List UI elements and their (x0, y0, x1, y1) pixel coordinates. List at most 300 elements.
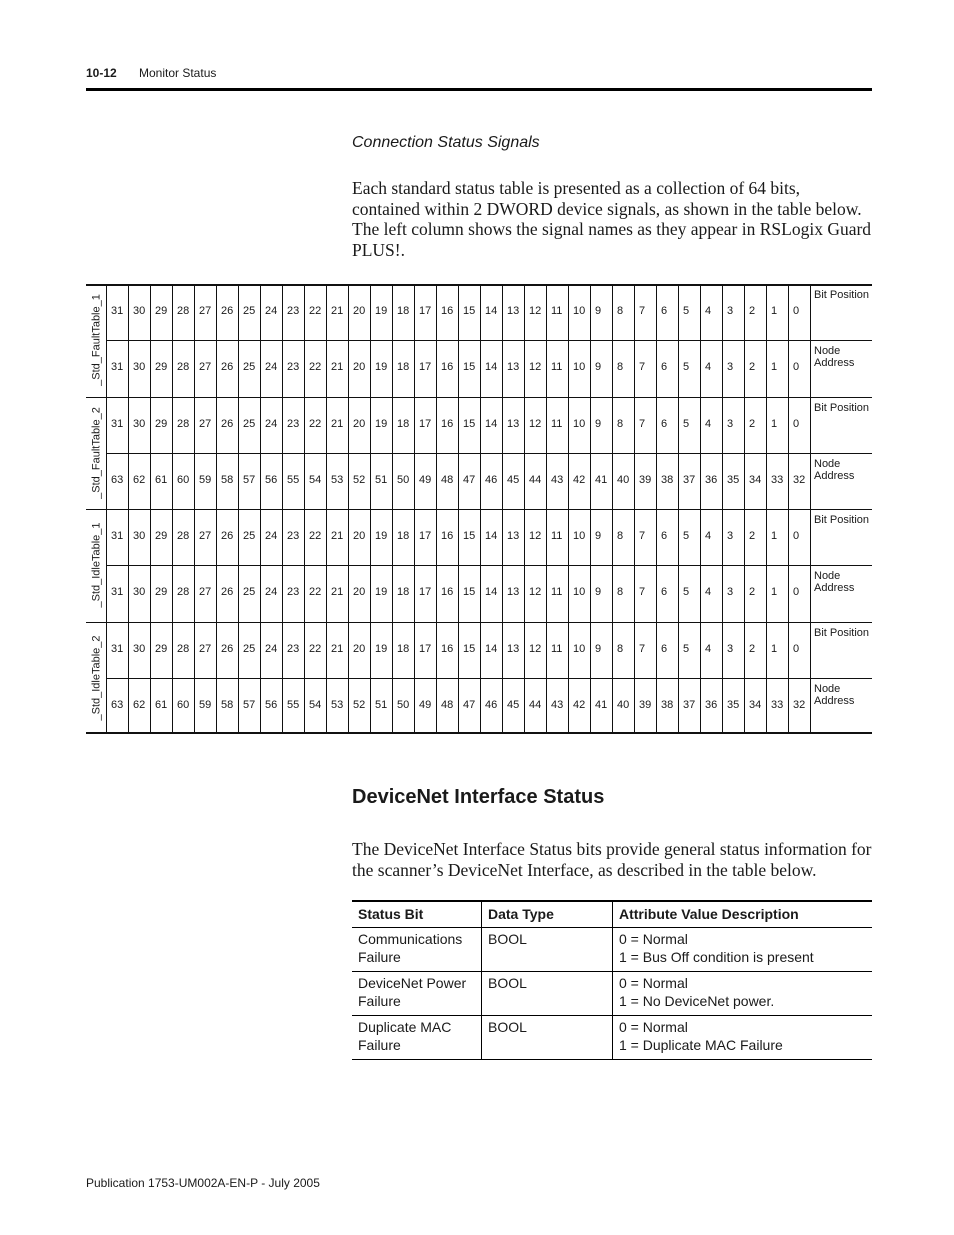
description-cell (613, 928, 873, 972)
bit-cell: 57 (243, 698, 256, 711)
bit-cell: 29 (155, 530, 168, 542)
bit-cell: 14 (485, 417, 498, 430)
status-bit-line: Failure (358, 992, 401, 1009)
devicenet-status-table (352, 900, 872, 1060)
bit-cell: 14 (485, 305, 498, 317)
bit-cell: 19 (375, 305, 388, 317)
row-description-label: Node Address (814, 457, 855, 482)
bit-cell: 7 (639, 305, 646, 317)
bit-cell: 22 (309, 586, 322, 599)
bit-cell: 34 (749, 698, 762, 711)
table-rule (238, 284, 239, 734)
table-rule (810, 284, 811, 734)
table-rule (656, 284, 657, 734)
bit-cell: 58 (221, 698, 234, 711)
bit-cell: 51 (375, 473, 388, 486)
description-line: 1 = No DeviceNet power. (619, 992, 775, 1009)
column-header: Data Type (482, 901, 613, 928)
description-cell (613, 1016, 873, 1060)
status-bit-line: Failure (358, 1036, 401, 1053)
bit-cell: 19 (375, 361, 388, 374)
status-bit-line: Duplicate MAC (358, 1019, 452, 1035)
bit-cell: 29 (155, 361, 168, 374)
signal-name-label: _Std_IdleTable_2 (90, 635, 102, 721)
description-line: 0 = Normal (619, 1019, 688, 1035)
bit-cell: 31 (111, 530, 124, 542)
bit-cell: 34 (749, 473, 762, 486)
bit-cell: 10 (573, 586, 586, 599)
bit-cell: 5 (683, 361, 690, 374)
table-rule (480, 284, 481, 734)
status-bit-cell (352, 928, 482, 972)
bit-cell: 13 (507, 417, 520, 430)
bit-cell: 9 (595, 305, 602, 317)
page-number: 10-12 (86, 66, 117, 80)
bit-cell: 0 (793, 586, 800, 599)
bit-cell: 9 (595, 530, 602, 542)
bit-cell: 21 (331, 642, 344, 655)
bit-cell: 42 (573, 698, 586, 711)
table-rule (304, 284, 305, 734)
data-type-cell: BOOL (482, 972, 613, 1016)
bit-cell: 55 (287, 473, 300, 486)
table-rule (568, 284, 569, 734)
column-header: Status Bit (352, 901, 482, 928)
bit-cell: 10 (573, 417, 586, 430)
bit-cell: 17 (419, 586, 432, 599)
bit-cell: 33 (771, 473, 784, 486)
bit-cell: 3 (727, 417, 734, 430)
table-rule (590, 284, 591, 734)
bit-cell: 8 (617, 586, 624, 599)
bit-cell: 0 (793, 530, 800, 542)
bit-cell: 36 (705, 698, 718, 711)
table-rule (458, 284, 459, 734)
bit-cell: 47 (463, 473, 476, 486)
table-rule (216, 284, 217, 734)
bit-cell: 2 (749, 586, 756, 599)
description-line: 1 = Bus Off condition is present (619, 948, 814, 965)
bit-cell: 38 (661, 473, 674, 486)
data-type-cell: BOOL (482, 1016, 613, 1060)
bit-cell: 52 (353, 473, 366, 486)
bit-cell: 1 (771, 642, 778, 655)
bit-cell: 43 (551, 698, 564, 711)
table-rule (744, 284, 745, 734)
bit-cell: 26 (221, 361, 234, 374)
bit-cell: 37 (683, 698, 696, 711)
bit-cell: 16 (441, 642, 454, 655)
bit-cell: 20 (353, 586, 366, 599)
bit-cell: 54 (309, 698, 322, 711)
table-rule (788, 284, 789, 734)
table-rule (436, 284, 437, 734)
bit-cell: 30 (133, 361, 146, 374)
bit-cell: 11 (551, 417, 563, 430)
bit-cell: 58 (221, 473, 234, 486)
bit-cell: 28 (177, 530, 190, 542)
bit-cell: 60 (177, 698, 190, 711)
bit-cell: 12 (529, 586, 542, 599)
bit-cell: 28 (177, 586, 190, 599)
table-rule (106, 565, 872, 566)
bit-cell: 28 (177, 305, 190, 317)
bit-cell: 15 (463, 530, 476, 542)
bit-cell: 24 (265, 642, 278, 655)
bit-cell: 10 (573, 530, 586, 542)
bit-cell: 45 (507, 473, 520, 486)
table-row (352, 928, 872, 972)
bit-cell: 27 (199, 305, 212, 317)
bit-cell: 63 (111, 473, 124, 486)
bit-cell: 0 (793, 642, 800, 655)
row-description-label: Bit Position (814, 514, 870, 526)
bit-cell: 31 (111, 417, 124, 430)
bit-cell: 20 (353, 530, 366, 542)
bit-cell: 56 (265, 473, 278, 486)
bit-cell: 32 (793, 698, 806, 711)
bit-cell: 46 (485, 473, 498, 486)
bit-cell: 11 (551, 305, 563, 317)
bit-cell: 9 (595, 417, 602, 430)
bit-cell: 26 (221, 305, 234, 317)
bit-cell: 48 (441, 698, 454, 711)
bit-cell: 37 (683, 473, 696, 486)
bit-cell: 61 (155, 698, 168, 711)
bit-cell: 20 (353, 361, 366, 374)
bit-cell: 18 (397, 305, 410, 317)
table-header-row (352, 901, 872, 928)
bit-cell: 44 (529, 473, 542, 486)
bit-cell: 5 (683, 305, 690, 317)
bit-cell: 21 (331, 586, 344, 599)
bit-cell: 24 (265, 530, 278, 542)
signal-name-label: _Std_FaultTable_1 (90, 294, 102, 387)
bit-cell: 15 (463, 642, 476, 655)
bit-cell: 21 (331, 305, 344, 317)
bit-cell: 23 (287, 530, 300, 542)
bit-cell: 3 (727, 586, 734, 599)
bit-cell: 16 (441, 530, 454, 542)
bit-cell: 6 (661, 586, 668, 599)
bit-cell: 2 (749, 642, 756, 655)
table-rule (86, 397, 872, 398)
bit-cell: 3 (727, 642, 734, 655)
bit-cell: 21 (331, 417, 344, 430)
bit-cell: 30 (133, 417, 146, 430)
bit-cell: 35 (727, 698, 740, 711)
bit-cell: 3 (727, 530, 734, 542)
bit-cell: 29 (155, 586, 168, 599)
bit-cell: 22 (309, 417, 322, 430)
bit-cell: 24 (265, 361, 278, 374)
bit-cell: 30 (133, 586, 146, 599)
bit-cell: 31 (111, 586, 124, 599)
bit-cell: 7 (639, 417, 646, 430)
bit-cell: 8 (617, 361, 624, 374)
table-rule (370, 284, 371, 734)
bit-cell: 23 (287, 586, 300, 599)
bit-cell: 31 (111, 305, 124, 317)
bit-cell: 15 (463, 305, 476, 317)
bit-cell: 55 (287, 698, 300, 711)
bit-cell: 6 (661, 305, 668, 317)
bit-cell: 40 (617, 473, 630, 486)
bit-cell: 24 (265, 305, 278, 317)
bit-cell: 41 (595, 698, 608, 711)
bit-cell: 40 (617, 698, 630, 711)
bit-cell: 20 (353, 305, 366, 317)
bit-cell: 18 (397, 417, 410, 430)
bit-cell: 52 (353, 698, 366, 711)
bit-cell: 53 (331, 698, 344, 711)
bit-cell: 12 (529, 642, 542, 655)
bit-cell: 25 (243, 586, 256, 599)
bit-cell: 61 (155, 473, 168, 486)
bit-cell: 27 (199, 586, 212, 599)
bit-cell: 43 (551, 473, 564, 486)
table-rule (348, 284, 349, 734)
bit-cell: 25 (243, 361, 256, 374)
bit-cell: 33 (771, 698, 784, 711)
bit-cell: 14 (485, 586, 498, 599)
bit-cell: 62 (133, 698, 146, 711)
devicenet-intro: The DeviceNet Interface Status bits provide general status information for the scanner’s DeviceNet Interface, as described in the table below. (352, 839, 872, 880)
devicenet-heading: DeviceNet Interface Status (352, 786, 605, 808)
header-rule (86, 88, 872, 91)
bit-cell: 49 (419, 698, 432, 711)
table-rule (392, 284, 393, 734)
bit-cell: 29 (155, 642, 168, 655)
table-rule (150, 284, 151, 734)
table-rule (106, 340, 872, 341)
bit-cell: 16 (441, 586, 454, 599)
bit-cell: 1 (771, 361, 778, 374)
bit-cell: 28 (177, 417, 190, 430)
bit-cell: 15 (463, 586, 476, 599)
status-bit-line: Communications (358, 931, 463, 947)
description-line: 0 = Normal (619, 931, 688, 947)
bit-cell: 12 (529, 305, 542, 317)
bit-cell: 59 (199, 473, 212, 486)
bit-position-table (86, 284, 872, 734)
bit-cell: 8 (617, 305, 624, 317)
status-bit-line: Failure (358, 948, 401, 965)
bit-cell: 2 (749, 361, 756, 374)
bit-cell: 4 (705, 530, 712, 542)
table-rule (524, 284, 525, 734)
bit-cell: 11 (551, 530, 563, 542)
bit-cell: 13 (507, 642, 520, 655)
bit-cell: 6 (661, 530, 668, 542)
bit-cell: 60 (177, 473, 190, 486)
section-name: Monitor Status (139, 66, 217, 80)
bit-cell: 36 (705, 473, 718, 486)
bit-cell: 8 (617, 417, 624, 430)
bit-cell: 45 (507, 698, 520, 711)
description-line: 1 = Duplicate MAC Failure (619, 1036, 783, 1053)
bit-cell: 46 (485, 698, 498, 711)
bit-cell: 19 (375, 642, 388, 655)
bit-cell: 27 (199, 530, 212, 542)
bit-cell: 20 (353, 417, 366, 430)
bit-cell: 50 (397, 473, 410, 486)
bit-cell: 0 (793, 361, 800, 374)
bit-cell: 10 (573, 642, 586, 655)
bit-cell: 24 (265, 417, 278, 430)
bit-cell: 32 (793, 473, 806, 486)
bit-cell: 10 (573, 305, 586, 317)
bit-cell: 5 (683, 530, 690, 542)
bit-cell: 4 (705, 361, 712, 374)
bit-cell: 14 (485, 361, 498, 374)
bit-cell: 16 (441, 361, 454, 374)
bit-cell: 17 (419, 642, 432, 655)
bit-cell: 26 (221, 586, 234, 599)
table-rule (260, 284, 261, 734)
bit-cell: 19 (375, 530, 388, 542)
bit-cell: 50 (397, 698, 410, 711)
bit-cell: 42 (573, 473, 586, 486)
table-rule (194, 284, 195, 734)
bit-cell: 7 (639, 361, 646, 374)
bit-cell: 13 (507, 530, 520, 542)
bit-cell: 63 (111, 698, 124, 711)
bit-cell: 17 (419, 530, 432, 542)
bit-cell: 8 (617, 530, 624, 542)
bit-cell: 4 (705, 417, 712, 430)
bit-cell: 22 (309, 642, 322, 655)
bit-cell: 15 (463, 361, 476, 374)
bit-cell: 3 (727, 361, 734, 374)
bit-cell: 29 (155, 305, 168, 317)
bit-cell: 39 (639, 473, 652, 486)
bit-cell: 1 (771, 586, 778, 599)
table-rule (172, 284, 173, 734)
table-rule (766, 284, 767, 734)
bit-cell: 22 (309, 361, 322, 374)
bit-cell: 18 (397, 642, 410, 655)
bit-cell: 16 (441, 305, 454, 317)
bit-cell: 6 (661, 417, 668, 430)
table-rule (414, 284, 415, 734)
table-rule (722, 284, 723, 734)
bit-cell: 5 (683, 586, 690, 599)
bit-cell: 6 (661, 361, 668, 374)
bit-cell: 17 (419, 417, 432, 430)
bit-cell: 5 (683, 417, 690, 430)
bit-cell: 17 (419, 361, 432, 374)
bit-cell: 54 (309, 473, 322, 486)
bit-cell: 3 (727, 305, 734, 317)
bit-cell: 31 (111, 642, 124, 655)
connection-status-intro: Each standard status table is presented as a collection of 64 bits, contained within 2 DWORD device signals, as shown in the table below. The left column shows the signal names as they appear in RSLogix Guard PLUS!. (352, 178, 872, 260)
row-description-label: Node Address (814, 570, 855, 595)
bit-cell: 30 (133, 305, 146, 317)
bit-cell: 62 (133, 473, 146, 486)
bit-cell: 11 (551, 586, 563, 599)
bit-cell: 9 (595, 361, 602, 374)
table-rule (106, 678, 872, 679)
bit-cell: 17 (419, 305, 432, 317)
data-type-cell: BOOL (482, 928, 613, 972)
row-description-label: Node Address (814, 682, 855, 707)
bit-cell: 1 (771, 417, 778, 430)
bit-cell: 26 (221, 642, 234, 655)
bit-cell: 12 (529, 417, 542, 430)
bit-cell: 1 (771, 305, 778, 317)
table-rule (326, 284, 327, 734)
bit-cell: 35 (727, 473, 740, 486)
bit-cell: 28 (177, 361, 190, 374)
bit-cell: 39 (639, 698, 652, 711)
bit-cell: 19 (375, 586, 388, 599)
table-rule (128, 284, 129, 734)
bit-cell: 14 (485, 530, 498, 542)
bit-cell: 22 (309, 305, 322, 317)
bit-cell: 38 (661, 698, 674, 711)
row-description-label: Bit Position (814, 626, 870, 639)
bit-cell: 18 (397, 586, 410, 599)
bit-cell: 27 (199, 642, 212, 655)
bit-cell: 13 (507, 586, 520, 599)
bit-cell: 23 (287, 361, 300, 374)
bit-cell: 7 (639, 530, 646, 542)
status-bit-cell (352, 1016, 482, 1060)
bit-cell: 7 (639, 586, 646, 599)
bit-cell: 26 (221, 530, 234, 542)
bit-cell: 2 (749, 530, 756, 542)
bit-cell: 25 (243, 642, 256, 655)
table-rule (106, 453, 872, 454)
bit-cell: 9 (595, 586, 602, 599)
table-rule (634, 284, 635, 734)
row-description-label: Bit Position (814, 401, 870, 414)
bit-cell: 24 (265, 586, 278, 599)
bit-cell: 25 (243, 305, 256, 317)
bit-cell: 7 (639, 642, 646, 655)
bit-cell: 5 (683, 642, 690, 655)
table-rule (86, 509, 872, 510)
bit-cell: 57 (243, 473, 256, 486)
bit-cell: 11 (551, 642, 563, 655)
bit-cell: 56 (265, 698, 278, 711)
bit-cell: 29 (155, 417, 168, 430)
table-rule (612, 284, 613, 734)
bit-cell: 10 (573, 361, 586, 374)
bit-cell: 14 (485, 642, 498, 655)
connection-status-heading: Connection Status Signals (352, 134, 540, 151)
bit-cell: 20 (353, 642, 366, 655)
bit-cell: 30 (133, 530, 146, 542)
bit-cell: 53 (331, 473, 344, 486)
bit-cell: 12 (529, 361, 542, 374)
signal-name-label: _Std_FaultTable_2 (90, 406, 102, 499)
status-bit-line: DeviceNet Power (358, 975, 467, 991)
bit-cell: 0 (793, 417, 800, 430)
publication-footer: Publication 1753-UM002A-EN-P - July 2005 (86, 1176, 320, 1190)
row-description-label: Bit Position (814, 289, 870, 301)
status-bit-cell (352, 972, 482, 1016)
bit-cell: 9 (595, 642, 602, 655)
bit-cell: 16 (441, 417, 454, 430)
bit-cell: 13 (507, 305, 520, 317)
bit-cell: 8 (617, 642, 624, 655)
bit-cell: 4 (705, 305, 712, 317)
bit-cell: 25 (243, 530, 256, 542)
bit-cell: 28 (177, 642, 190, 655)
table-rule (700, 284, 701, 734)
